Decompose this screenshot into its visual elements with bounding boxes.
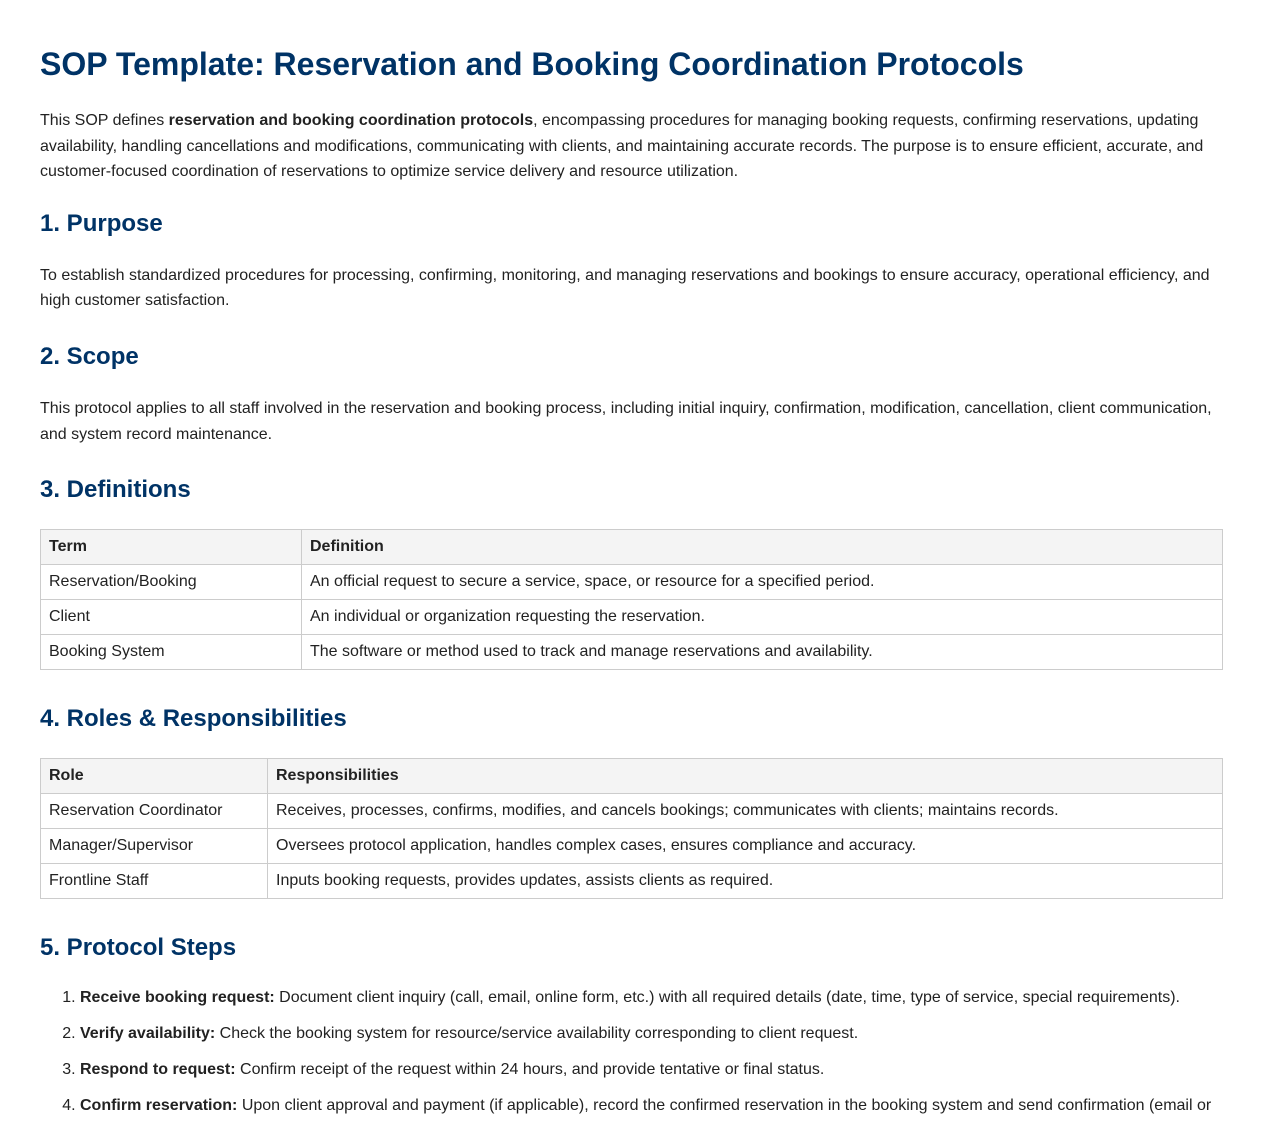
section-heading-purpose: 1. Purpose (40, 209, 163, 237)
step-label: Verify availability: (80, 1025, 216, 1043)
term-cell: Booking System (41, 635, 302, 670)
section-heading-scope: 2. Scope (40, 342, 139, 370)
role-cell: Reservation Coordinator (41, 794, 268, 829)
intro-text-after: , encompassing procedures for managing booking requests, confirming reservations, updating availability, handling cancellations and modifications, communicating with clients, and maintaining accurate records. The purpose is to ensure efficient, accurate, and customer-focused coordination of reservations to optimize service delivery and resource utilization. (40, 112, 1204, 181)
column-header-responsibilities: Responsibilities (268, 759, 1223, 794)
column-header-term: Term (41, 530, 302, 565)
table-row (41, 635, 1223, 670)
step-text: Confirm receipt of the request within 24 hours, and provide tentative or final status. (235, 1061, 825, 1079)
term-cell: Reservation/Booking (41, 565, 302, 600)
definitions-table (40, 529, 1223, 670)
term-cell: Client (41, 600, 302, 635)
list-item (80, 987, 1223, 1009)
responsibilities-cell: Inputs booking requests, provides updates, assists clients as required. (268, 864, 1223, 899)
step-label: Respond to request: (80, 1061, 236, 1079)
step-text: Document client inquiry (call, email, online form, etc.) with all required details (date, time, type of service, special requirements). (274, 989, 1180, 1007)
intro-paragraph (40, 108, 1223, 185)
purpose-text: To establish standardized procedures for processing, confirming, monitoring, and managing reservations and bookings to ensure accuracy, operational efficiency, and high customer satisfaction. (40, 266, 1210, 310)
step-text: Upon client approval and payment (if applicable), record the confirmed reservation in the booking system and send confirmation (email or (237, 1097, 1212, 1115)
column-header-role: Role (41, 759, 268, 794)
protocol-steps-list (40, 987, 1223, 1117)
intro-text-before: This SOP defines (40, 112, 169, 129)
responsibilities-cell: Oversees protocol application, handles complex cases, ensures compliance and accuracy. (268, 829, 1223, 864)
section-heading-roles: 4. Roles & Responsibilities (40, 705, 347, 733)
list-item (80, 1059, 1223, 1081)
table-header-row (41, 759, 1223, 794)
scope-text: This protocol applies to all staff involved in the reservation and booking process, including initial inquiry, confirmation, modification, cancellation, client communication, and system record maintenance. (40, 399, 1212, 443)
table-header-row (41, 530, 1223, 565)
step-label: Receive booking request: (80, 989, 275, 1007)
responsibilities-cell: Receives, processes, confirms, modifies, and cancels bookings; communicates with clients; maintains records. (268, 794, 1223, 829)
table-row (41, 829, 1223, 864)
list-item (80, 1023, 1223, 1045)
roles-table (40, 758, 1223, 899)
section-heading-definitions: 3. Definitions (40, 476, 191, 504)
table-row (41, 600, 1223, 635)
step-text: Check the booking system for resource/service availability corresponding to client request. (215, 1025, 859, 1043)
list-item (80, 1095, 1223, 1117)
definition-cell: The software or method used to track and manage reservations and availability. (302, 635, 1223, 670)
page-title: SOP Template: Reservation and Booking Coordination Protocols (40, 46, 1024, 82)
table-row (41, 794, 1223, 829)
table-row (41, 864, 1223, 899)
step-label: Confirm reservation: (80, 1097, 238, 1115)
section-heading-protocol-steps: 5. Protocol Steps (40, 934, 237, 962)
role-cell: Frontline Staff (41, 864, 268, 899)
role-cell: Manager/Supervisor (41, 829, 268, 864)
definition-cell: An official request to secure a service, space, or resource for a specified period. (302, 565, 1223, 600)
column-header-definition: Definition (302, 530, 1223, 565)
table-row (41, 565, 1223, 600)
intro-text-bold: reservation and booking coordination protocols (168, 112, 534, 129)
definition-cell: An individual or organization requesting the reservation. (302, 600, 1223, 635)
